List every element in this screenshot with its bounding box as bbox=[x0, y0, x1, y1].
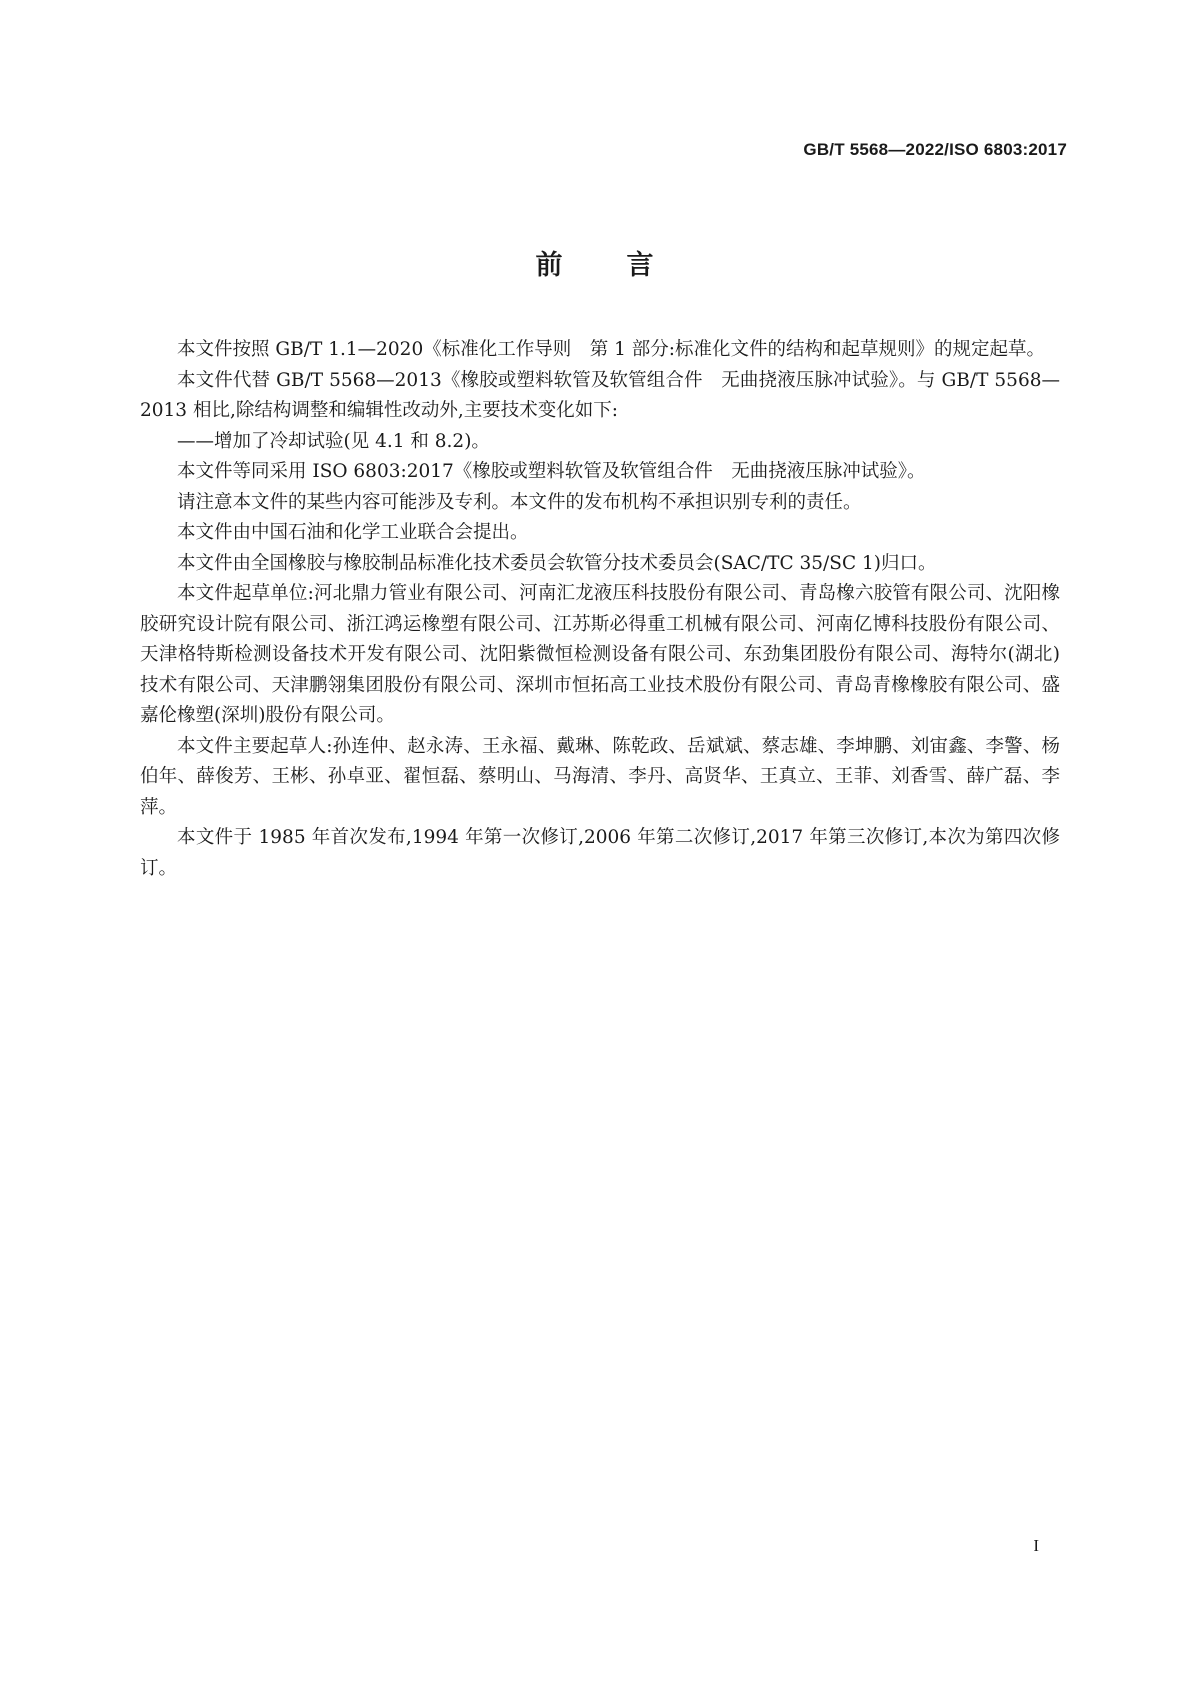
paragraph-replacement: 本文件代替 GB/T 5568—2013《橡胶或塑料软管及软管组合件 无曲挠液压脉冲试验》。与 GB/T 5568—2013 相比,除结构调整和编辑性改动外,主要技术变化如下: bbox=[140, 369, 1060, 421]
document-code: GB/T 5568—2022/ISO 6803:2017 bbox=[803, 140, 1067, 159]
paragraph-iso-adoption: 本文件等同采用 ISO 6803:2017《橡胶或塑料软管及软管组合件 无曲挠液压脉冲试验》。 bbox=[177, 461, 926, 482]
paragraph-history: 本文件于 1985 年首次发布,1994 年第一次修订,2006 年第二次修订,2017 年第三次修订,本次为第四次修订。 bbox=[140, 827, 1060, 879]
paragraph-patent-notice: 请注意本文件的某些内容可能涉及专利。本文件的发布机构不承担识别专利的责任。 bbox=[177, 491, 862, 513]
paragraph-drafting-units: 本文件起草单位:河北鼎力管业有限公司、河南汇龙液压科技股份有限公司、青岛橡六胶管有限公司、沈阳橡胶研究设计院有限公司、浙江鸿运橡塑有限公司、江苏斯必得重工机械有限公司、河南亿博科技股份有限公司、天津格特斯检测设备技术开发有限公司、沈阳紫微恒检测设备有限公司、东劲集团股份有限公司、海特尔(湖北)技术有限公司、天津鹏翎集团股份有限公司、深圳市恒拓高工业技术股份有限公司、青岛青橡橡胶有限公司、盛嘉伦橡塑(深圳)股份有限公司。 bbox=[140, 583, 1060, 726]
paragraph-technical-change: ——增加了冷却试验(见 4.1 和 8.2)。 bbox=[177, 430, 490, 452]
page-number: I bbox=[1033, 1536, 1039, 1555]
page-title bbox=[0, 243, 1191, 282]
paragraph-drafters: 本文件主要起草人:孙连仲、赵永涛、王永福、戴琳、陈乾政、岳斌斌、蔡志雄、李坤鹏、刘宙鑫、李警、杨伯年、薛俊芳、王彬、孙卓亚、翟恒磊、蔡明山、马海清、李丹、高贤华、王真立、王菲、刘香雪、薛广磊、李萍。 bbox=[140, 735, 1060, 818]
title-char-2: 言 bbox=[626, 250, 656, 281]
paragraph-committee: 本文件由全国橡胶与橡胶制品标准化技术委员会软管分技术委员会(SAC/TC 35/SC 1)归口。 bbox=[177, 552, 937, 574]
foreword-body bbox=[140, 335, 1060, 884]
paragraph-proposer: 本文件由中国石油和化学工业联合会提出。 bbox=[177, 522, 529, 543]
title-char-1: 前 bbox=[535, 250, 565, 281]
paragraph-drafting-basis: 本文件按照 GB/T 1.1—2020《标准化工作导则 第 1 部分:标准化文件的结构和起草规则》的规定起草。 bbox=[177, 339, 1045, 360]
